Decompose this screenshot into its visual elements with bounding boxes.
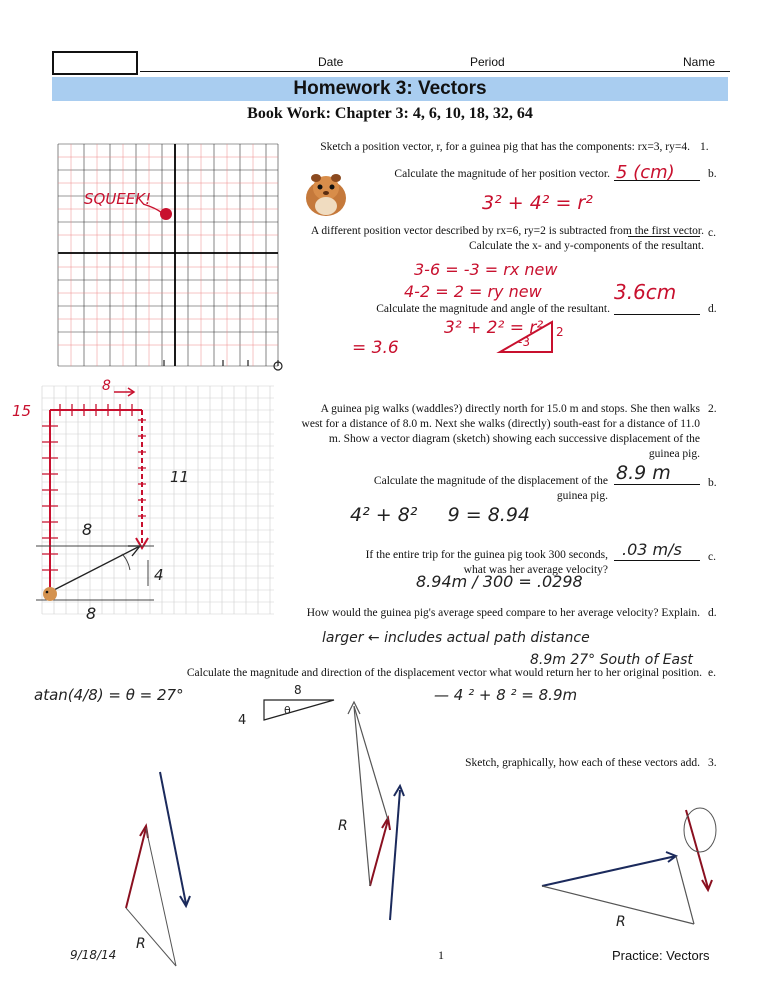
- q1-grid: [48, 138, 284, 372]
- q1-c-answer: 3.6cm: [614, 280, 677, 304]
- q2-c-label: c.: [708, 551, 716, 563]
- q2-diagram: [24, 380, 280, 620]
- page-subtitle: Book Work: Chapter 3: 4, 6, 10, 18, 32, 64: [247, 105, 533, 122]
- q2-text: A guinea pig walks (waddles?) directly north for 15.0 m and stops. She then walks west for a distance of 8.0 m. Next she walks (directly) south-east for a distance of 11.0 m. Show a vector diagram (sketch) showing each successive displacement of the guinea pig.: [301, 403, 700, 460]
- q1-b-text: Calculate the magnitude of her position vector.: [394, 168, 610, 180]
- q1-d-work-1: 3² + 2² = r²: [444, 318, 544, 338]
- q3-vector-sketches: [110, 690, 730, 976]
- q2-b-answer: 8.9 m: [616, 462, 671, 484]
- q2-d-label: d.: [708, 607, 717, 619]
- q2-b-label: b.: [708, 477, 717, 489]
- q2-c-work: 8.94m / 300 = .0298: [416, 572, 583, 591]
- q2-label-11: 11: [170, 468, 190, 486]
- q2-b-text: Calculate the magnitude of the displacement of the guinea pig.: [373, 475, 608, 502]
- q1-d-text: Calculate the magnitude and angle of the resultant.: [376, 303, 610, 315]
- date-label: Date: [318, 55, 344, 69]
- graph-note: SQUEEK!: [84, 190, 152, 208]
- svg-text:-3: -3: [518, 335, 530, 349]
- q2-d-text: How would the guinea pig's average speed compare to her average velocity? Explain.: [306, 607, 700, 619]
- svg-text:8: 8: [294, 683, 302, 697]
- q1-number: 1.: [700, 141, 709, 153]
- q1-c-text: A different position vector described by rx=6, ry=2 is subtracted from the first vector. Calculate the x- and y-components of the resultant.: [310, 225, 704, 252]
- q1-b-answer: 5 (cm): [616, 162, 675, 183]
- svg-text:R: R: [338, 818, 348, 834]
- q2-e-answer: 8.9m 27° South of East: [530, 652, 693, 668]
- name-label: Name: [683, 55, 716, 69]
- q1-c-work-2: 4-2 = 2 = ry new: [404, 282, 542, 301]
- svg-text:R: R: [616, 914, 626, 930]
- q1-c-label: c.: [708, 227, 716, 239]
- svg-text:2: 2: [556, 325, 564, 339]
- q2-c-text: If the entire trip for the guinea pig took 300 seconds, what was her average velocity?: [365, 549, 608, 576]
- guinea-pig-image: [302, 166, 350, 220]
- header-rule: [140, 71, 730, 72]
- q2-label-8-top: 8: [102, 378, 111, 394]
- q1-b-work: 3² + 4² = r²: [482, 192, 593, 214]
- q1-d-line: [614, 314, 700, 315]
- q2-label-8-bottom: 8: [86, 604, 97, 623]
- q2-number: 2.: [708, 403, 717, 415]
- q1-triangle-sketch: [496, 318, 568, 358]
- q2-e-extra: — 4 ² + 8 ² = 8.9m: [434, 686, 578, 704]
- q1-c-work-1: 3-6 = -3 = rx new: [414, 260, 558, 279]
- q2-e-label: e.: [708, 667, 716, 679]
- q2-label-4: 4: [154, 566, 164, 584]
- q3-number: 3.: [708, 757, 717, 769]
- q2-d-work: larger ← includes actual path distance: [322, 630, 590, 646]
- q1-b-line: [614, 180, 700, 181]
- q3-text: Sketch, graphically, how each of these vectors add.: [465, 757, 700, 769]
- q2-b-line: [614, 484, 700, 485]
- q2-label-8-mid: 8: [82, 520, 93, 539]
- q1-text: Sketch a position vector, r, for a guinea pig that has the components: rx=3, ry=4.: [320, 141, 690, 153]
- svg-text:θ: θ: [284, 704, 291, 717]
- footer-date: 9/18/14: [70, 948, 117, 962]
- q2-b-work: 4² + 8² 9 = 8.94: [350, 504, 530, 526]
- q2-label-15: 15: [12, 402, 32, 420]
- q1-d-work-2: = 3.6: [352, 338, 399, 358]
- q2-e-text: Calculate the magnitude and direction of the displacement vector what would return her to her original position.: [186, 667, 702, 679]
- svg-text:R: R: [136, 936, 146, 952]
- q2-c-answer: .03 m/s: [622, 540, 682, 559]
- q1-b-label: b.: [708, 168, 717, 180]
- q2-c-line: [614, 560, 700, 561]
- q1-d-label: d.: [708, 303, 717, 315]
- footer-page-number: 1: [438, 948, 444, 962]
- footer-title: Practice: Vectors: [612, 948, 710, 963]
- page-title: Homework 3: Vectors: [293, 78, 487, 99]
- q2-e-work: atan(4/8) = θ = 27°: [34, 686, 184, 704]
- date-box: [52, 51, 138, 75]
- period-label: Period: [470, 55, 505, 69]
- svg-text:4: 4: [238, 713, 247, 728]
